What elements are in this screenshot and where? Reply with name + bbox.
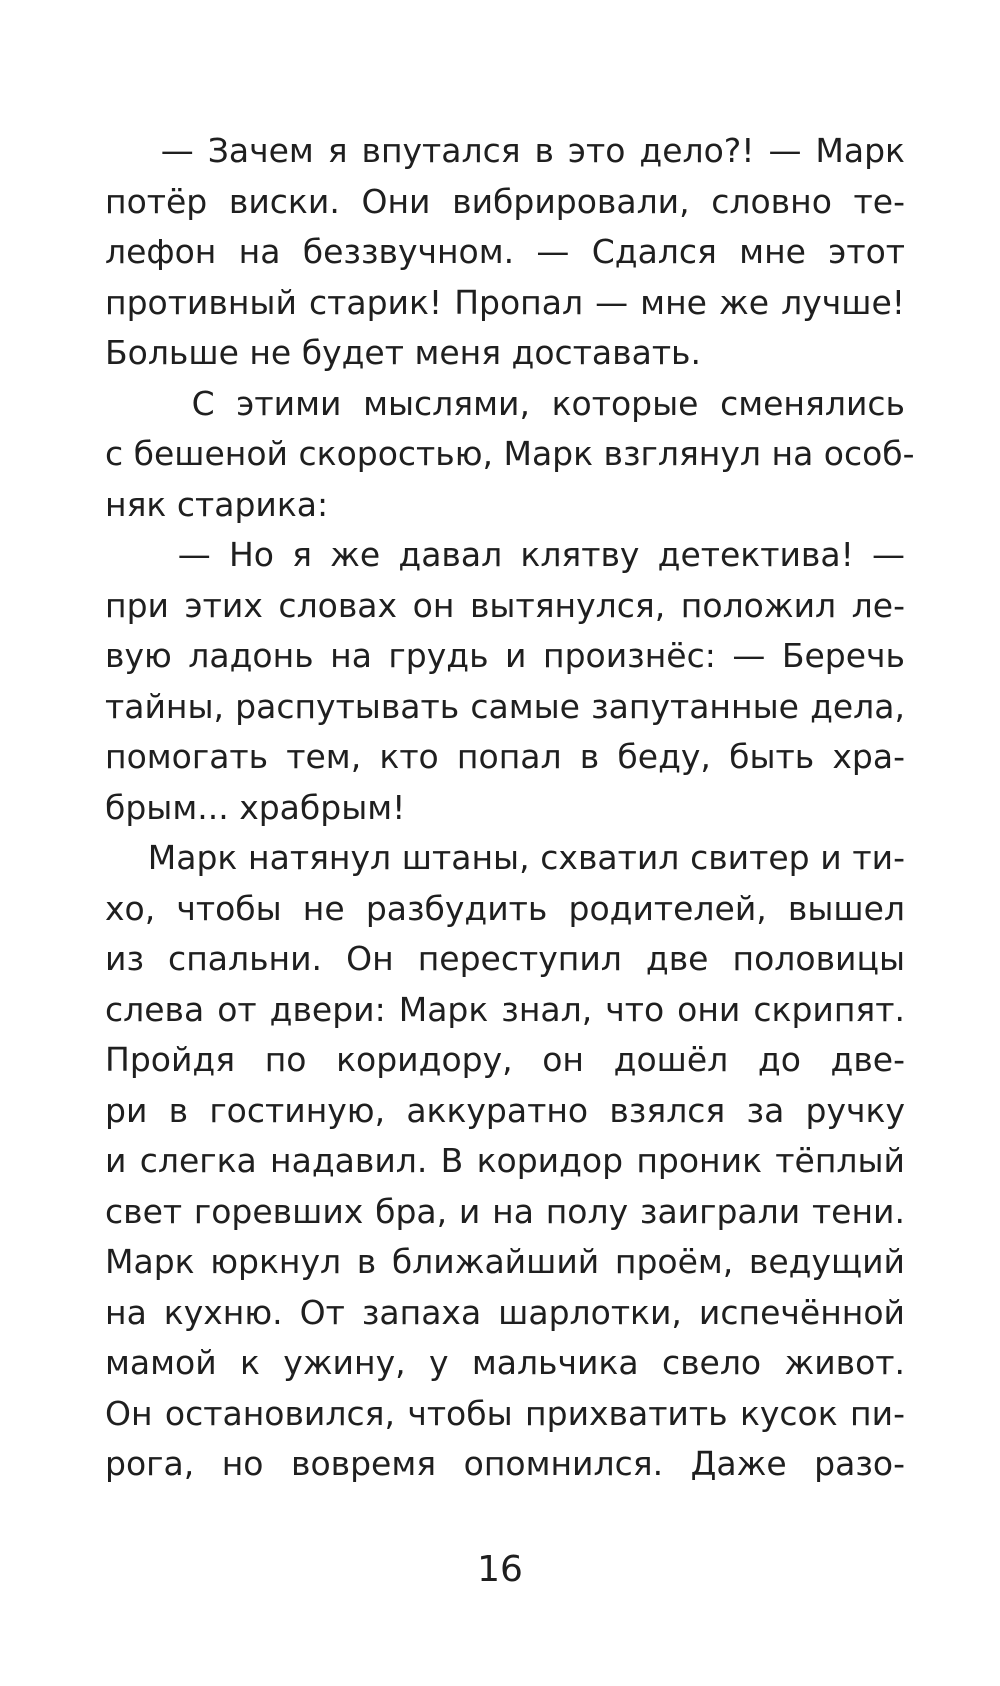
text-line: тайны, распутывать самые запутанные дела, — [105, 686, 905, 726]
text-line: — Но я же давал клятву детектива! — — [105, 535, 905, 574]
text-line: на кухню. От запаха шарлотки, испечённой — [105, 1292, 905, 1332]
text-line: рога, но вовремя опомнился. Даже разо- — [105, 1444, 905, 1483]
text-line: ри в гостиную, аккуратно взялся за ручку — [105, 1090, 905, 1130]
text-line: брым... храбрым! — [105, 787, 406, 827]
text-line: помогать тем, кто попал в беду, быть хра- — [105, 737, 905, 776]
text-line: Пройдя по коридору, он дошёл до две- — [105, 1040, 905, 1079]
text-line: вую ладонь на грудь и произнёс: — Беречь — [105, 636, 905, 675]
text-line: Больше не будет меня доставать. — [105, 333, 701, 372]
text-line: слева от двери: Марк знал, что они скрипят. — [105, 989, 905, 1029]
text-line: потёр виски. Они вибрировали, словно те- — [105, 181, 905, 221]
text-line: и слегка надавил. В коридор проник тёплый — [105, 1141, 905, 1180]
text-line: С этими мыслями, которые сменялись — [105, 383, 905, 423]
text-line: лефон на беззвучном. — Сдался мне этот — [105, 232, 905, 271]
text-line: противный старик! Пропал — мне же лучше! — [105, 282, 905, 322]
text-line: хо, чтобы не разбудить родителей, вышел — [105, 888, 905, 928]
body-text — [105, 126, 915, 1490]
text-line: — Зачем я впутался в это дело?! — Марк — [105, 131, 905, 170]
text-line: с бешеной скоростью, Марк взглянул на особ- — [105, 434, 915, 473]
text-line: свет горевших бра, и на полу заиграли тени. — [105, 1191, 905, 1231]
text-line: няк старика: — [105, 484, 329, 524]
text-line: Марк натянул штаны, схватил свитер и ти- — [105, 838, 905, 877]
text-line: Марк юркнул в ближайший проём, ведущий — [105, 1242, 905, 1281]
text-line: при этих словах он вытянулся, положил ле- — [105, 585, 905, 625]
text-line: из спальни. Он переступил две половицы — [105, 939, 905, 978]
page-number: 16 — [477, 1549, 523, 1590]
text-line: Он остановился, чтобы прихватить кусок пи- — [105, 1393, 905, 1433]
text-line: мамой к ужину, у мальчика свело живот. — [105, 1343, 905, 1382]
